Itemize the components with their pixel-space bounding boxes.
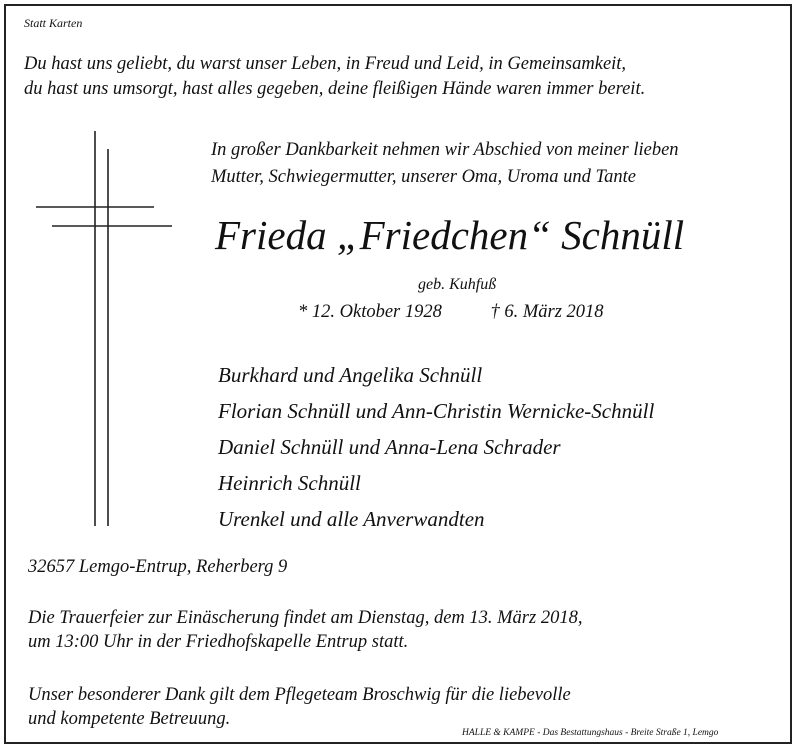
mourners-list — [218, 357, 654, 537]
thanks-line: Unser besonderer Dank gilt dem Pflegeteam Broschwig für die liebevolle — [28, 685, 571, 705]
life-dates — [298, 302, 658, 323]
poem-line: du hast uns umsorgt, hast alles gegeben, deine fleißigen Hände waren immer bereit. — [24, 79, 646, 99]
intro-line: Mutter, Schwiegermutter, unserer Oma, Uroma und Tante — [211, 167, 636, 187]
poem-line: Du hast uns geliebt, du warst unser Leben, in Freud und Leid, in Gemeinsamkeit, — [24, 54, 627, 74]
birth-name: geb. Kuhfuß — [418, 276, 497, 293]
death-date: † 6. März 2018 — [490, 302, 604, 322]
memorial-poem — [24, 52, 645, 102]
mourner-entry: Heinrich Schnüll — [218, 471, 361, 495]
mourner-entry: Daniel Schnüll und Anna-Lena Schrader — [218, 435, 561, 459]
thanks-line: und kompetente Betreuung. — [28, 709, 231, 729]
undertaker-credit: HALLE & KAMPE - Das Bestattungshaus - Breite Straße 1, Lemgo — [462, 728, 719, 738]
thanks-text — [28, 683, 571, 731]
intro-line: In großer Dankbarkeit nehmen wir Abschied von meiner lieben — [211, 140, 679, 160]
mourner-entry: Urenkel und alle Anverwandten — [218, 507, 485, 531]
statt-karten-label: Statt Karten — [24, 16, 83, 30]
obituary-notice — [4, 4, 792, 744]
mourner-entry: Florian Schnüll und Ann-Christin Wernicke-Schnüll — [218, 399, 655, 423]
ceremony-line: um 13:00 Uhr in der Friedhofskapelle Entrup statt. — [28, 632, 409, 652]
intro-text — [211, 137, 679, 191]
ceremony-info — [28, 606, 582, 654]
birth-date: * 12. Oktober 1928 — [298, 302, 442, 322]
deceased-name: Frieda „Friedchen“ Schnüll — [215, 212, 685, 258]
cross-icon — [34, 131, 174, 526]
ceremony-line: Die Trauerfeier zur Einäscherung findet am Dienstag, dem 13. März 2018, — [28, 608, 583, 628]
mourner-entry: Burkhard und Angelika Schnüll — [218, 363, 483, 387]
family-address: 32657 Lemgo-Entrup, Reherberg 9 — [28, 557, 288, 577]
